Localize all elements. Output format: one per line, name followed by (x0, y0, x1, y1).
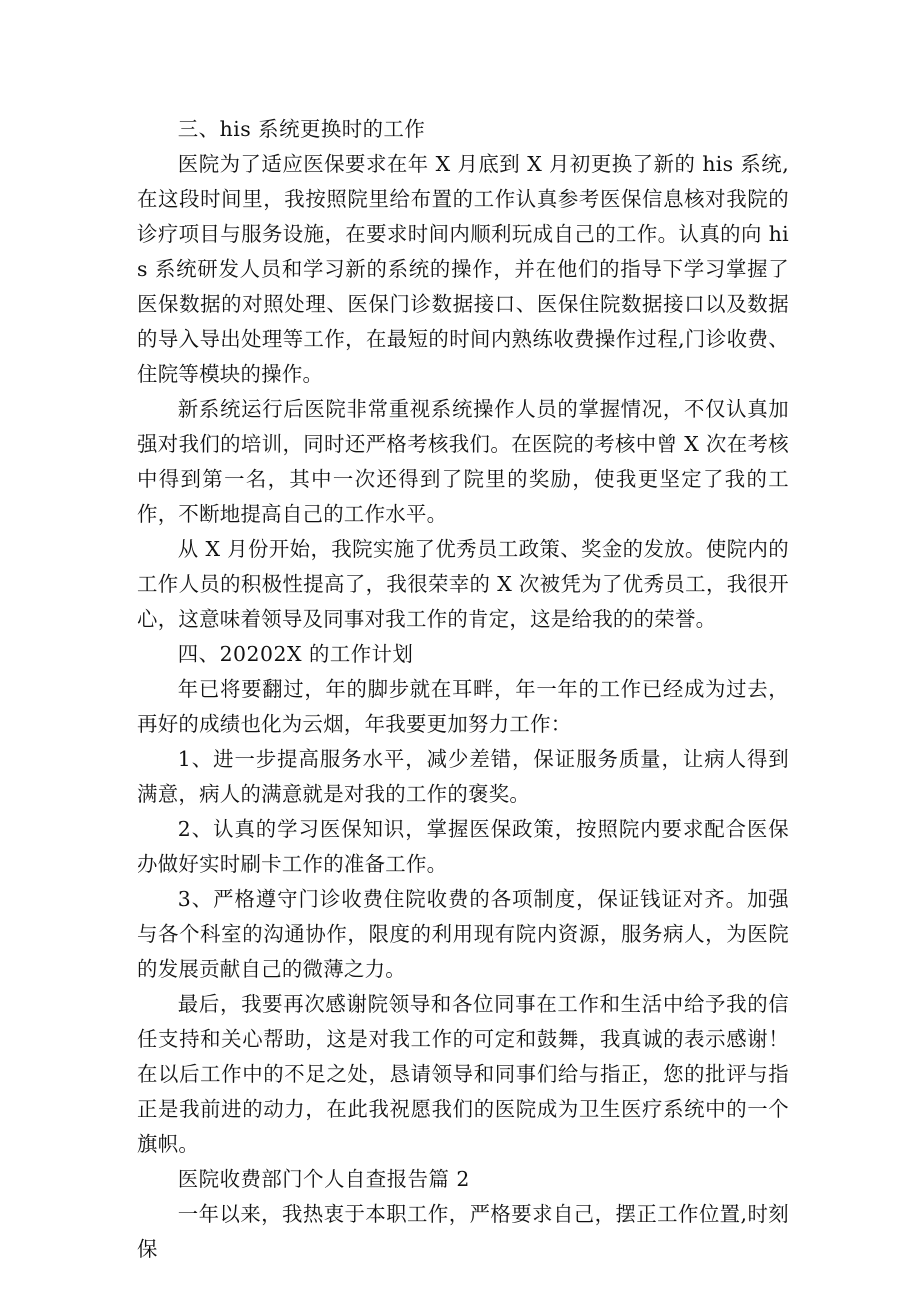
plan-item-1: 1、进一步提高服务水平，减少差错，保证服务质量，让病人得到满意，病人的满意就是对我的工作的褒奖。 (137, 747, 789, 806)
paragraph-training-assessment: 新系统运行后医院非常重视系统操作人员的掌握情况，不仅认真加强对我们的培训，同时还严格考核我们。在医院的考核中曾 X 次在考核中得到第一名，其中一次还得到了院里的奖励，使我更坚定了我的工作，不断地提高自己的工作水平。 (137, 397, 789, 526)
paragraph-part-2-opening: 一年以来，我热衷于本职工作，严格要求自己，摆正工作位置,时刻保 (137, 1202, 789, 1261)
report-title-part-2: 医院收费部门个人自查报告篇 2 (177, 1167, 470, 1191)
section-heading-his-system: 三、his 系统更换时的工作 (177, 117, 426, 141)
document-body (137, 112, 789, 1267)
plan-item-3: 3、严格遵守门诊收费住院收费的各项制度，保证钱证对齐。加强与各个科室的沟通协作，限度的利用现有院内资源，服务病人，为医院的发展贡献自己的微薄之力。 (137, 887, 789, 981)
paragraph-excellent-employee: 从 X 月份开始，我院实施了优秀员工政策、奖金的发放。使院内的工作人员的积极性提高了，我很荣幸的 X 次被凭为了优秀员工，我很开心，这意味着领导及同事对我工作的肯定，这是给我的的荣誉。 (137, 537, 789, 631)
paragraph-plan-intro: 年已将要翻过，年的脚步就在耳畔，年一年的工作已经成为过去，再好的成绩也化为云烟，年我要更加努力工作： (137, 677, 789, 736)
paragraph-closing-thanks: 最后，我要再次感谢院领导和各位同事在工作和生活中给予我的信任支持和关心帮助，这是对我工作的可定和鼓舞，我真诚的表示感谢！在以后工作中的不足之处，恳请领导和同事们给与指正，您的批评与指正是我前进的动力，在此我祝愿我们的医院成为卫生医疗系统中的一个旗帜。 (137, 992, 789, 1156)
paragraph-his-system-update: 医院为了适应医保要求在年 X 月底到 X 月初更换了新的 his 系统,在这段时间里，我按照院里给布置的工作认真参考医保信息核对我院的诊疗项目与服务设施，在要求时间内顺利玩成自己的工作。认真的向 his 系统研发人员和学习新的系统的操作，并在他们的指导下学习掌握了医保数据的对照处理、医保门诊数据接口、医保住院数据接口以及数据的导入导出处理等工作，在最短的时间内熟练收费操作过程,门诊收费、住院等模块的操作。 (137, 152, 789, 386)
plan-item-2: 2、认真的学习医保知识，掌握医保政策，按照院内要求配合医保办做好实时刷卡工作的准备工作。 (137, 817, 789, 876)
section-heading-work-plan: 四、20202X 的工作计划 (177, 642, 414, 666)
